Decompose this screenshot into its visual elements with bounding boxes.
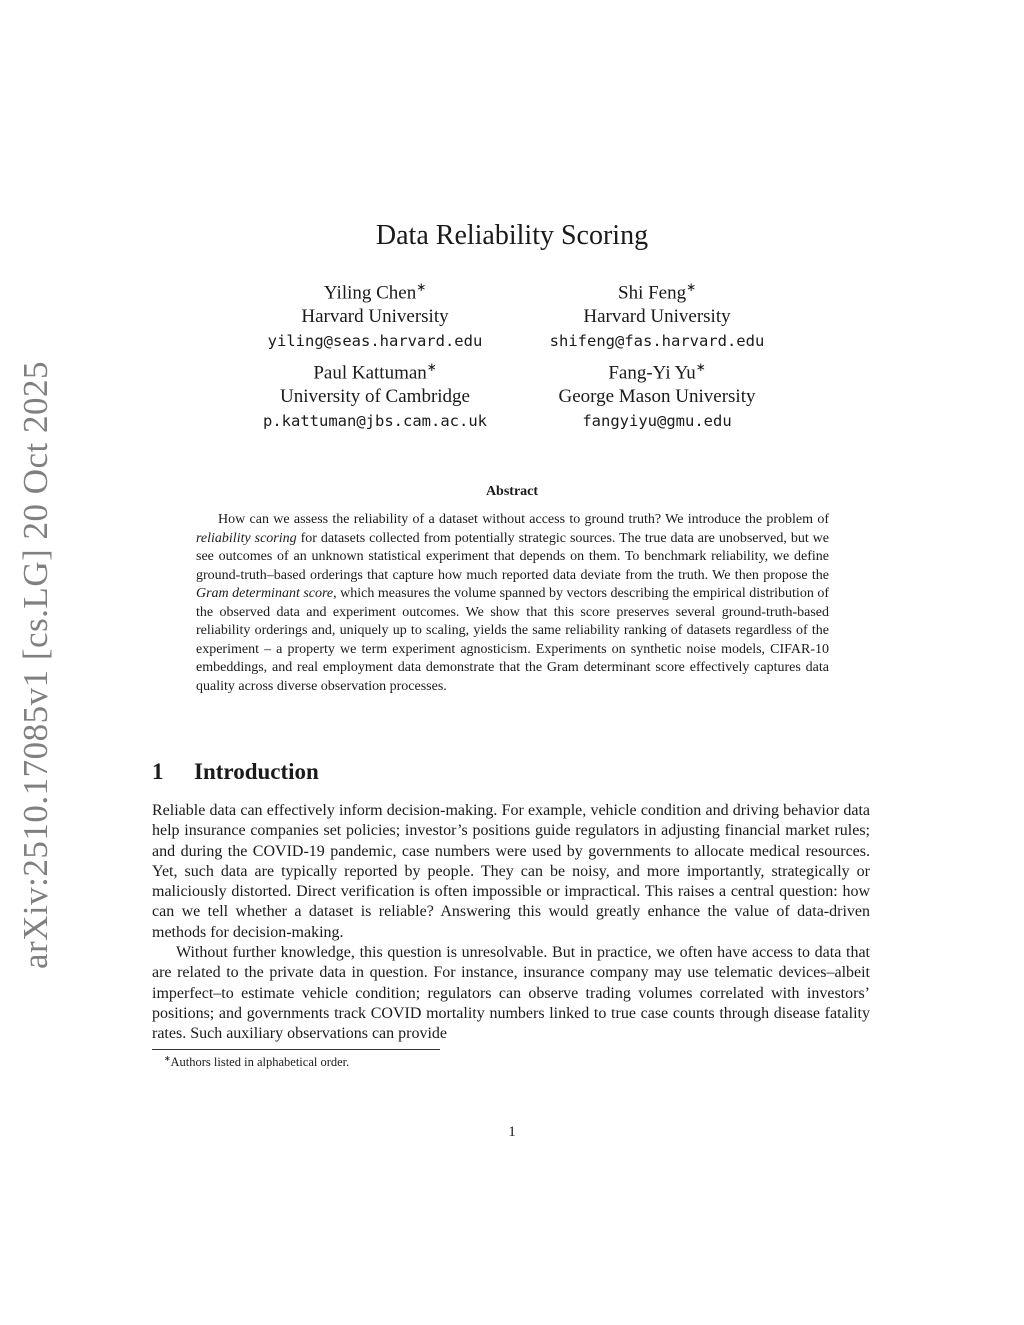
author-name: Yiling Chen∗ xyxy=(323,281,427,304)
section-heading xyxy=(152,759,319,785)
author-email[interactable]: yiling@seas.harvard.edu xyxy=(267,332,483,351)
footnote-divider xyxy=(152,1049,440,1050)
author-name: Shi Feng∗ xyxy=(618,281,696,304)
author-email[interactable]: fangyiyu@gmu.edu xyxy=(582,412,732,431)
paragraph: Reliable data can effectively inform decision-making. For example, vehicle condition and driving behavior data help insurance companies set policies; investor’s positions guide regulators in adjusting financial market rules; and during the COVID-19 pandemic, case numbers were used by governments to allocate medical resources. Yet, such data are typically reported by people. They can be noisy, and more importantly, strategically or maliciously distorted. Direct verification is often impossible or impractical. This raises a central question: how can we tell whether a dataset is reliable? Answering this would greatly enhance the value of data-driven methods for decision-making. xyxy=(152,802,870,941)
author-affiliation: Harvard University xyxy=(301,306,449,328)
abstract-heading: Abstract xyxy=(485,484,539,499)
author-affiliation: Harvard University xyxy=(583,306,731,328)
section-title: Introduction xyxy=(194,759,319,784)
arxiv-stamp xyxy=(14,360,58,970)
section-body xyxy=(152,801,870,1045)
author-name: Paul Kattuman∗ xyxy=(313,361,437,384)
section-number: 1 xyxy=(152,759,164,784)
author-block xyxy=(230,276,520,353)
abstract-text: How can we assess the reliability of a dataset without access to ground truth? We introduce the problem of reliability scoring for datasets collected from potentially strategic sources. The true data are unobserved, but we see outcomes of an unknown statistical experiment that depends on them. To benchmark reliability, we define ground-truth–based orderings that capture how much reported data deviate from the truth. We then propose the Gram determinant score, which measures the volume spanned by vectors describing the empirical distribution of the observed data and experiment outcomes. We show that this score preserves several ground-truth-based reliability orderings and, uniquely up to scaling, yields the same reliability ranking of datasets regardless of the experiment – a property we term experiment agnosticism. Experiments on synthetic noise models, CIFAR-10 embeddings, and real employment data demonstrate that the Gram determinant score effectively captures data quality across diverse observation processes. xyxy=(196,512,829,694)
paragraph: Without further knowledge, this question is unresolvable. But in practice, we often have access to data that are related to the private data in question. For instance, insurance company may use telematic devices–albeit imperfect–to estimate vehicle condition; regulators can observe trading volumes correlated with investors’ positions; and governments track COVID mortality numbers linked to true case counts through disease fatality rates. Such auxiliary observations can provide xyxy=(152,944,870,1043)
footnote: ∗Authors listed in alphabetical order. xyxy=(164,1054,350,1070)
arxiv-stamp-text: arXiv:2510.17085v1 [cs.LG] 20 Oct 2025 xyxy=(16,360,56,970)
author-name: Fang-Yi Yu∗ xyxy=(608,361,706,384)
author-email[interactable]: p.kattuman@jbs.cam.ac.uk xyxy=(263,412,487,431)
page-number: 1 xyxy=(508,1124,516,1140)
author-email[interactable]: shifeng@fas.harvard.edu xyxy=(549,332,765,351)
author-block xyxy=(512,356,802,433)
author-affiliation: George Mason University xyxy=(558,386,756,408)
paper-title: Data Reliability Scoring xyxy=(375,220,649,251)
author-affiliation: University of Cambridge xyxy=(280,386,470,408)
author-block xyxy=(512,276,802,353)
author-block xyxy=(230,356,520,433)
